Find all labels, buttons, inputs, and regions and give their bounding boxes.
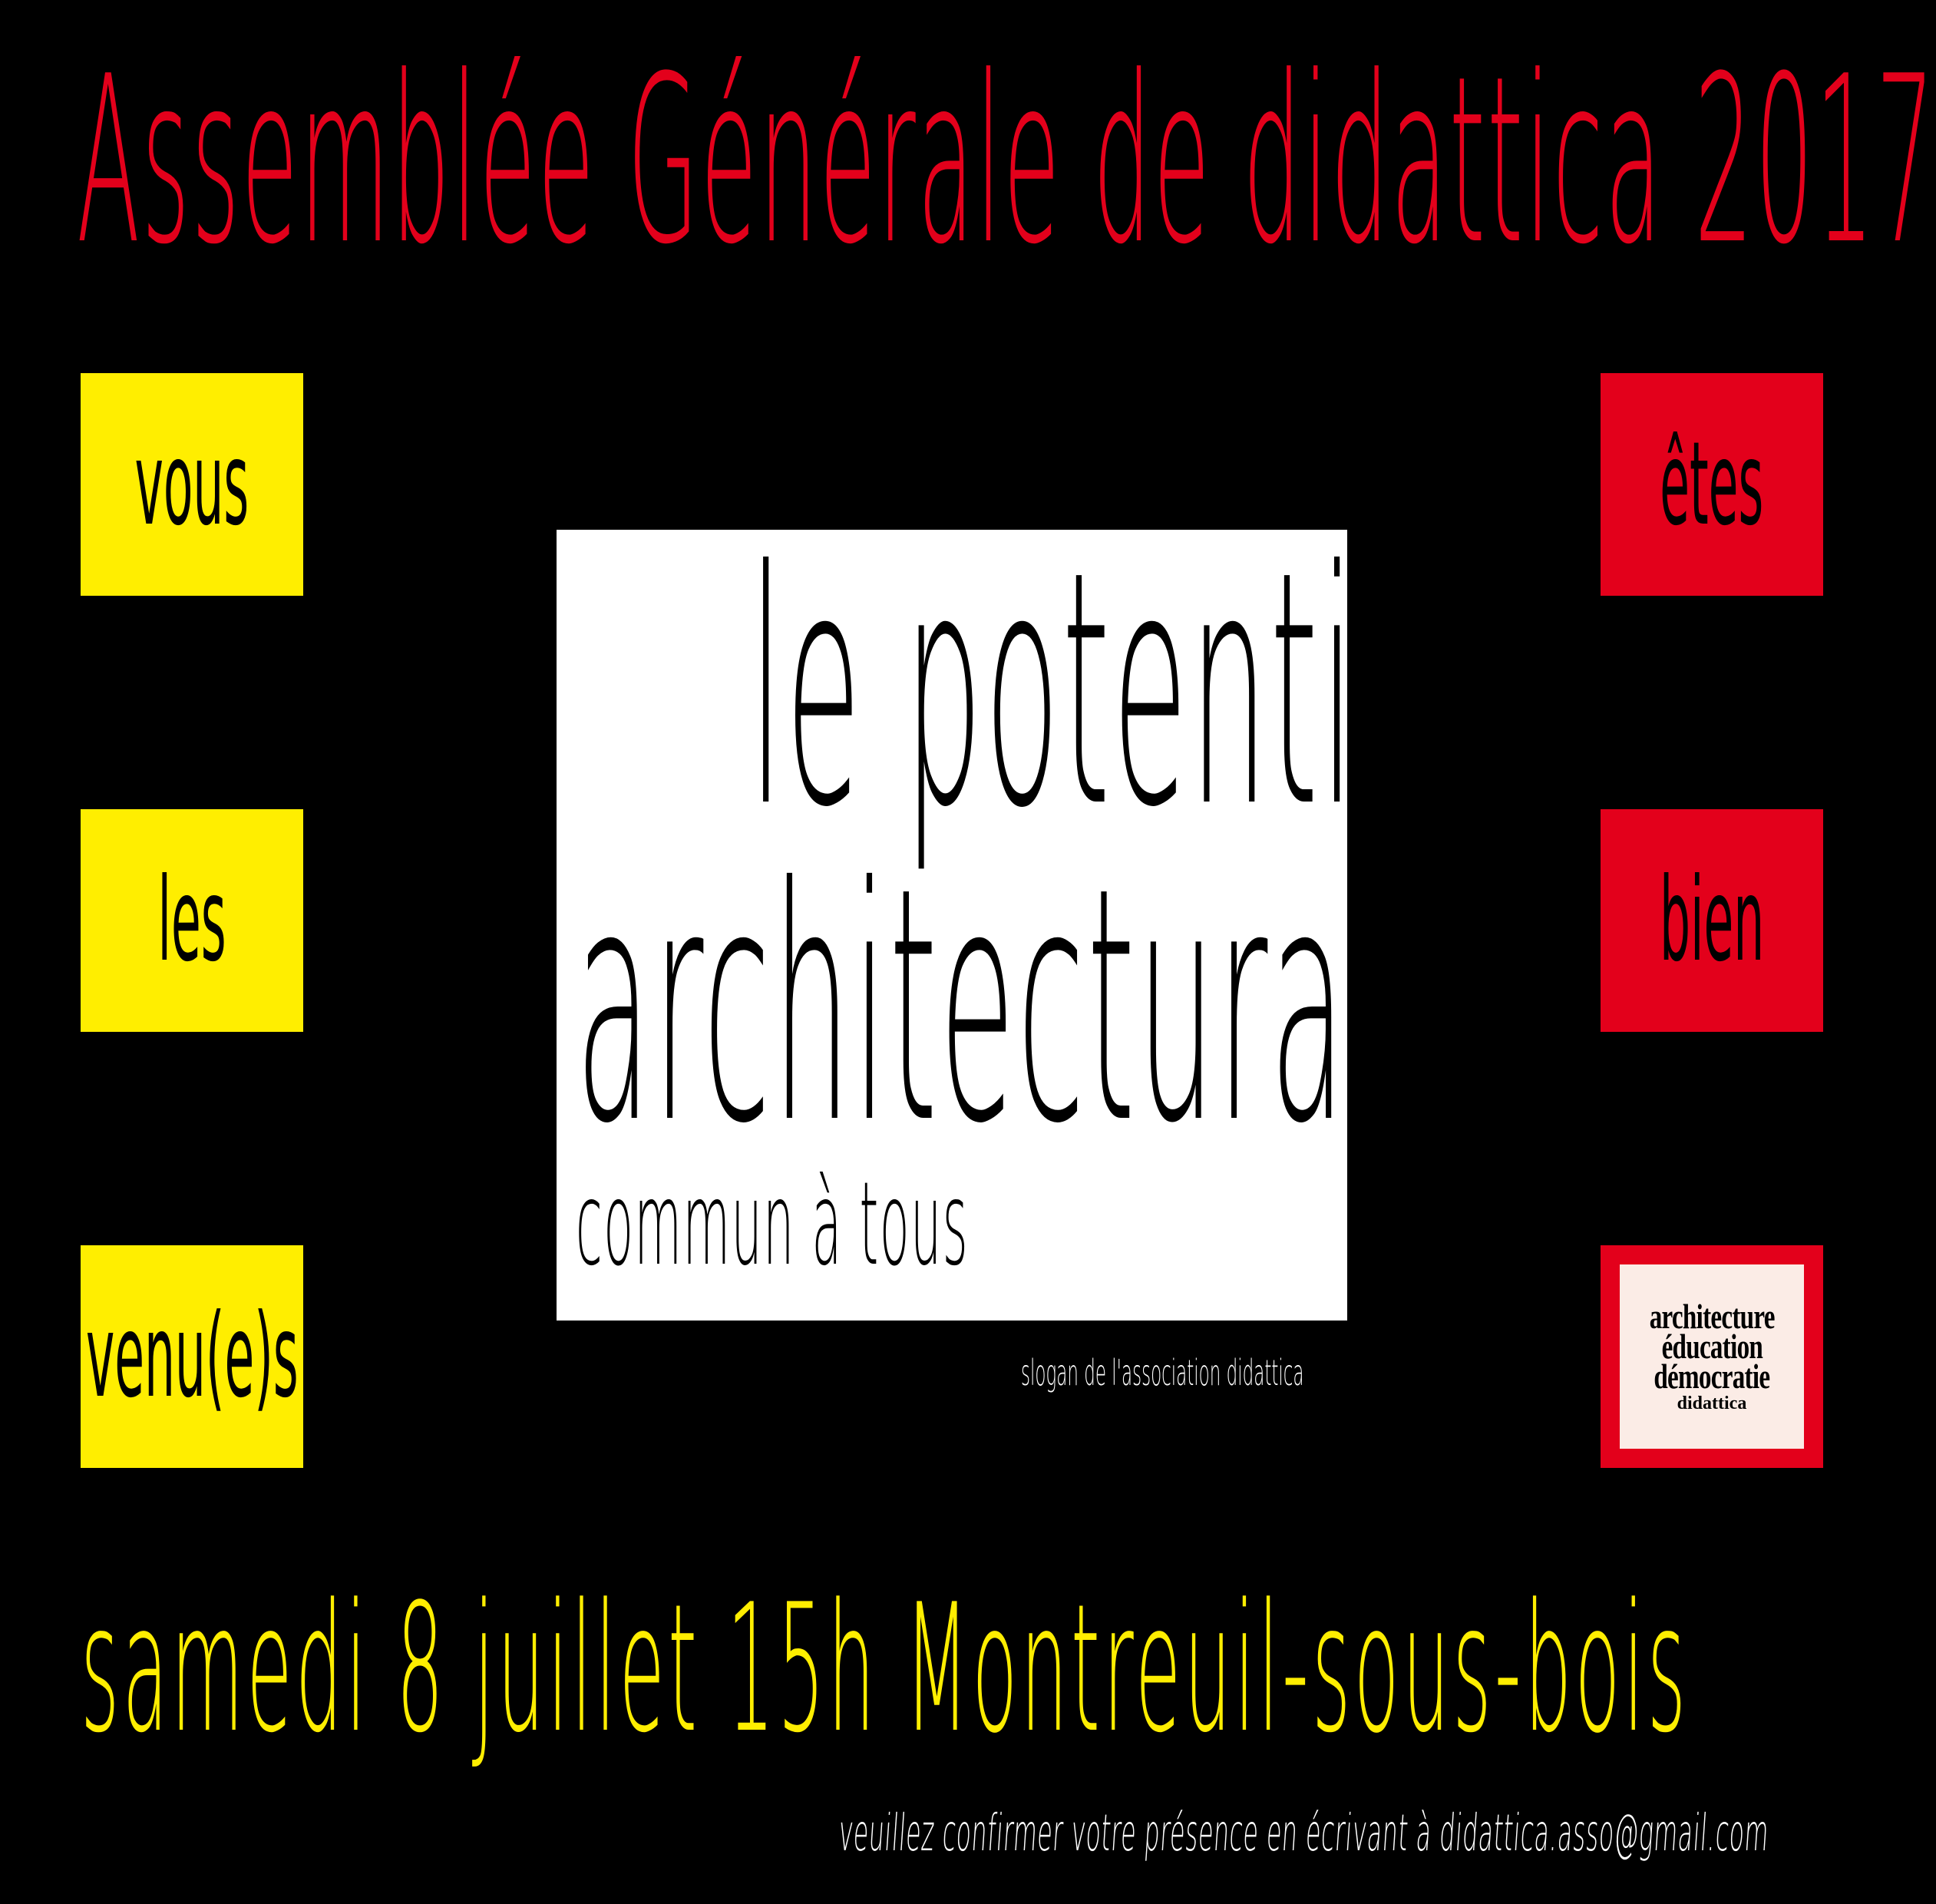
logo-word-democratie: démocratie	[1654, 1357, 1770, 1397]
word-bien: bien	[1659, 854, 1765, 987]
slogan-caption: slogan de l'association didattica	[1021, 1352, 1304, 1393]
word-box-venues	[81, 1245, 303, 1468]
word-vous: vous	[134, 418, 249, 551]
word-les: les	[157, 854, 226, 987]
event-date-location: samedi 8 juillet 15h Montreuil-sous-bois	[81, 1567, 1690, 1772]
word-venues: venu(e)s	[85, 1290, 299, 1423]
slogan-line-2: architectural	[576, 819, 1384, 1195]
word-box-les	[81, 809, 303, 1032]
rsvp-instruction: veuillez confirmer votre présence en écrivant à didattica.asso@gmail.com	[837, 1803, 1771, 1863]
logo-word-architecture: architecture	[1649, 1297, 1775, 1337]
logo-word-didattica: didattica	[1677, 1393, 1747, 1414]
slogan-line-1: le potentiel	[749, 503, 1472, 878]
word-box-bien	[1601, 809, 1823, 1032]
logo-word-education: éducation	[1661, 1327, 1763, 1367]
slogan-panel	[557, 503, 1472, 1321]
word-etes: êtes	[1660, 418, 1764, 551]
word-box-vous	[81, 373, 303, 596]
didattica-logo	[1620, 1264, 1804, 1449]
slogan-line-3: commun à tous	[576, 1158, 970, 1291]
logo-box	[1601, 1245, 1823, 1468]
poster-title: Assemblée Générale de didattica 2017	[77, 27, 1936, 295]
word-box-etes	[1601, 373, 1823, 596]
